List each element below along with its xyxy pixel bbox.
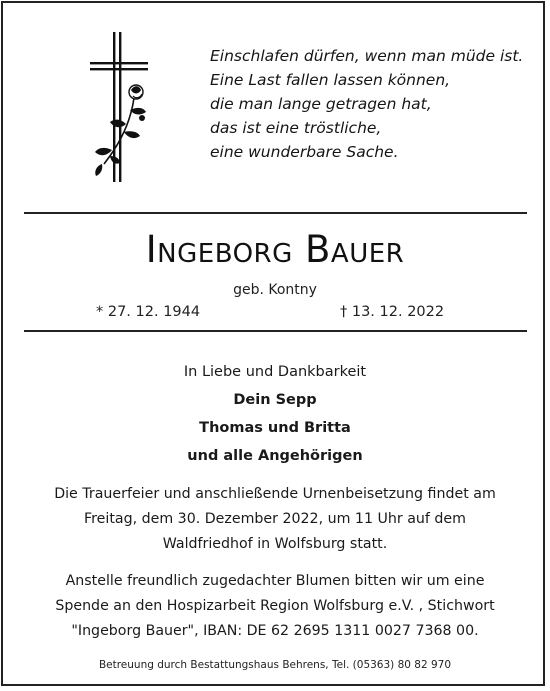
family-member: und alle Angehörigen bbox=[187, 448, 363, 464]
donation-line: Spende an den Hospizarbeit Region Wolfsburg e.V. , Stichwort bbox=[55, 598, 495, 614]
funeral-home-footer: Betreuung durch Bestattungshaus Behrens, Tel. (05363) 80 82 970 bbox=[98, 659, 452, 671]
death-date: † 13. 12. 2022 bbox=[340, 304, 445, 320]
family-member: Dein Sepp bbox=[233, 392, 317, 408]
poem-line: Einschlafen dürfen, wenn man müde ist. bbox=[210, 47, 524, 65]
poem-line: eine wunderbare Sache. bbox=[210, 143, 399, 161]
ceremony-line: Waldfriedhof in Wolfsburg statt. bbox=[162, 536, 388, 552]
donation-line: Anstelle freundlich zugedachter Blumen bitten wir um eine bbox=[65, 573, 485, 589]
family-intro: In Liebe und Dankbarkeit bbox=[183, 364, 367, 380]
divider-top bbox=[24, 212, 527, 214]
donation-notice bbox=[0, 569, 550, 644]
poem-line: die man lange getragen hat, bbox=[210, 95, 432, 113]
ceremony-line: Freitag, dem 30. Dezember 2022, um 11 Uhr auf dem bbox=[84, 511, 466, 527]
family-signatures bbox=[0, 358, 550, 470]
deceased-name: Ingeborg Bauer bbox=[145, 228, 405, 271]
family-member: Thomas und Britta bbox=[199, 420, 351, 436]
poem-line: das ist eine tröstliche, bbox=[210, 119, 382, 137]
birth-date: * 27. 12. 1944 bbox=[96, 304, 201, 320]
ceremony-notice bbox=[0, 482, 550, 557]
ceremony-line: Die Trauerfeier und anschließende Urnenbeisetzung findet am bbox=[54, 486, 496, 502]
poem bbox=[210, 44, 540, 164]
divider-bottom bbox=[24, 330, 527, 332]
cross-with-rose-icon bbox=[82, 32, 162, 182]
donation-line: "Ingeborg Bauer", IBAN: DE 62 2695 1311 0027 7368 00. bbox=[71, 623, 479, 639]
maiden-name: geb. Kontny bbox=[233, 282, 317, 298]
poem-line: Eine Last fallen lassen können, bbox=[210, 71, 451, 89]
